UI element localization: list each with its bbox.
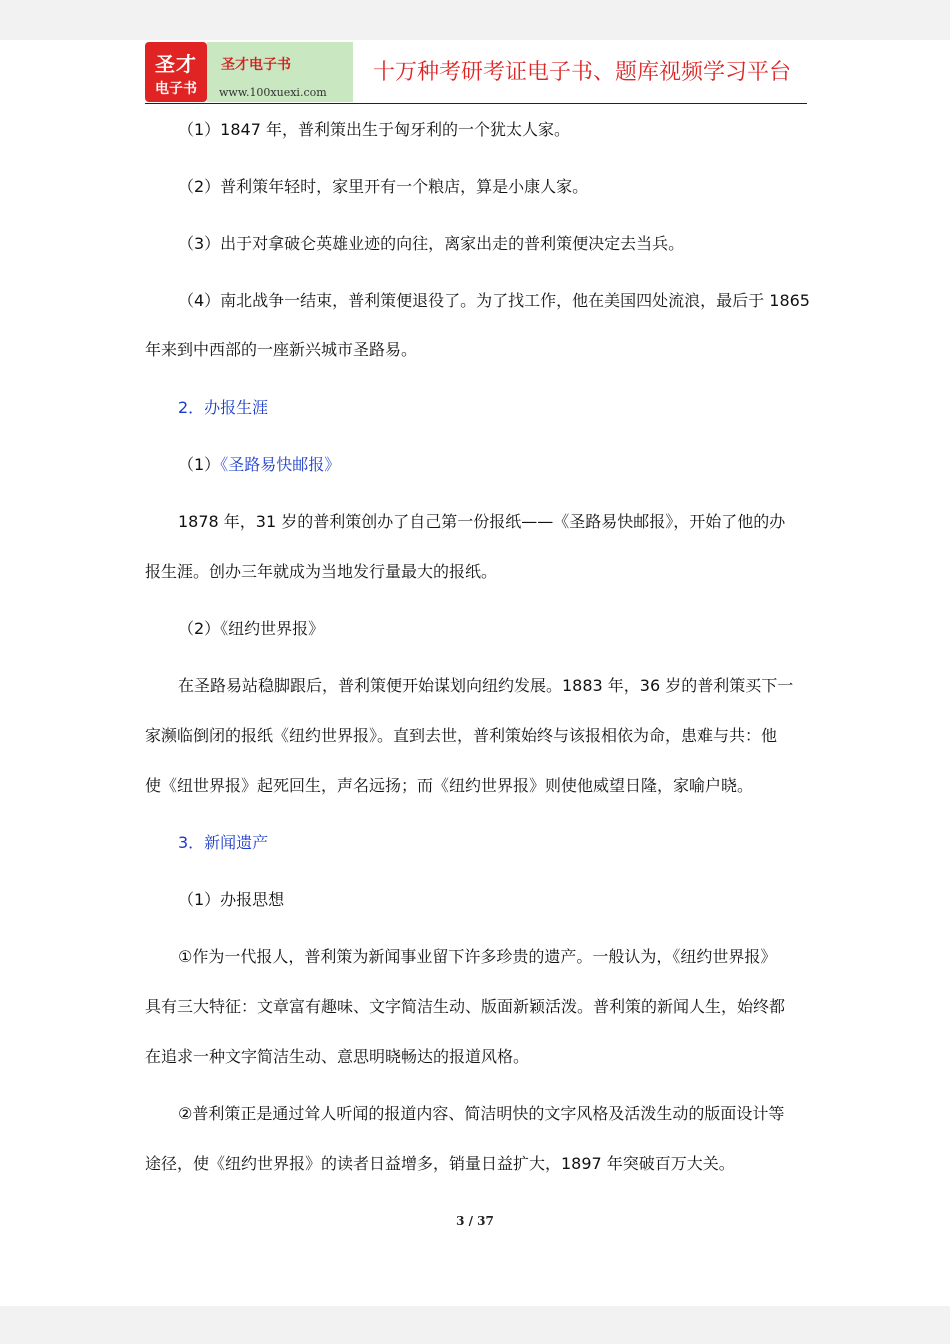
paragraph-6-line-3: 使《纽世界报》起死回生，声名远扬；而《纽约世界报》则使他威望日隆，家喻户晓。 [145, 776, 754, 795]
paragraph-5-line-1: 1878 年，31 岁的普利策创办了自己第一份报纸——《圣路易快邮报》，开始了他的办 [178, 512, 786, 531]
subheading-1-prefix: （1） [178, 455, 221, 474]
subheading-1 [178, 454, 340, 476]
paragraph-7-line-1: ①作为一代报人，普利策为新闻事业留下许多珍贵的遗产。一般认为，《纽约世界报》 [178, 947, 777, 966]
paragraph-1: （1）1847 年，普利策出生于匈牙利的一个犹太人家。 [178, 120, 570, 139]
paragraph-5-line-2: 报生涯。创办三年就成为当地发行量最大的报纸。 [145, 562, 498, 581]
subheading-3: （1）办报思想 [178, 890, 285, 909]
paragraph-7-line-2: 具有三大特征：文章富有趣味、文字简洁生动、版面新颖活泼。普利策的新闻人生，始终都 [145, 997, 786, 1016]
page-number: 3 / 37 [456, 1214, 494, 1228]
page-header [145, 42, 807, 104]
logo-line1: 圣才 [155, 52, 197, 76]
paragraph-8-line-1: ②普利策正是通过耸人听闻的报道内容、简洁明快的文字风格及活泼生动的版面设计等 [178, 1104, 785, 1123]
paragraph-6-line-2: 家濒临倒闭的报纸《纽约世界报》。直到去世，普利策始终与该报相依为命，患难与共：他 [145, 726, 778, 745]
header-slogan: 十万种考研考证电子书、题库视频学习平台 [373, 60, 792, 85]
header-rule [145, 103, 807, 104]
brand-name: 圣才电子书 [221, 57, 291, 73]
brand-logo [145, 42, 207, 102]
section-heading-3: 3．新闻遗产 [178, 833, 269, 852]
paragraph-3: （3）出于对拿破仑英雄业迹的向往，离家出走的普利策便决定去当兵。 [178, 234, 685, 253]
paragraph-4-line-1: （4）南北战争一结束，普利策便退役了。为了找工作，他在美国四处流浪，最后于 1865 [178, 291, 810, 310]
paragraph-2: （2）普利策年轻时，家里开有一个粮店，算是小康人家。 [178, 177, 589, 196]
brand-url: www.100xuexi.com [219, 86, 327, 99]
subheading-2: （2）《纽约世界报》 [178, 619, 325, 638]
subheading-1-title: 《圣路易快邮报》 [220, 455, 341, 474]
logo-line2: 电子书 [155, 81, 197, 97]
paragraph-7-line-3: 在追求一种文字简洁生动、意思明晓畅达的报道风格。 [145, 1047, 530, 1066]
brand-box [207, 42, 353, 102]
section-heading-2: 2．办报生涯 [178, 398, 269, 417]
paragraph-8-line-2: 途径，使《纽约世界报》的读者日益增多，销量日益扩大，1897 年突破百万大关。 [145, 1154, 735, 1173]
paragraph-6-line-1: 在圣路易站稳脚跟后，普利策便开始谋划向纽约发展。1883 年，36 岁的普利策买下一 [178, 676, 794, 695]
paragraph-4-line-2: 年来到中西部的一座新兴城市圣路易。 [145, 340, 418, 359]
